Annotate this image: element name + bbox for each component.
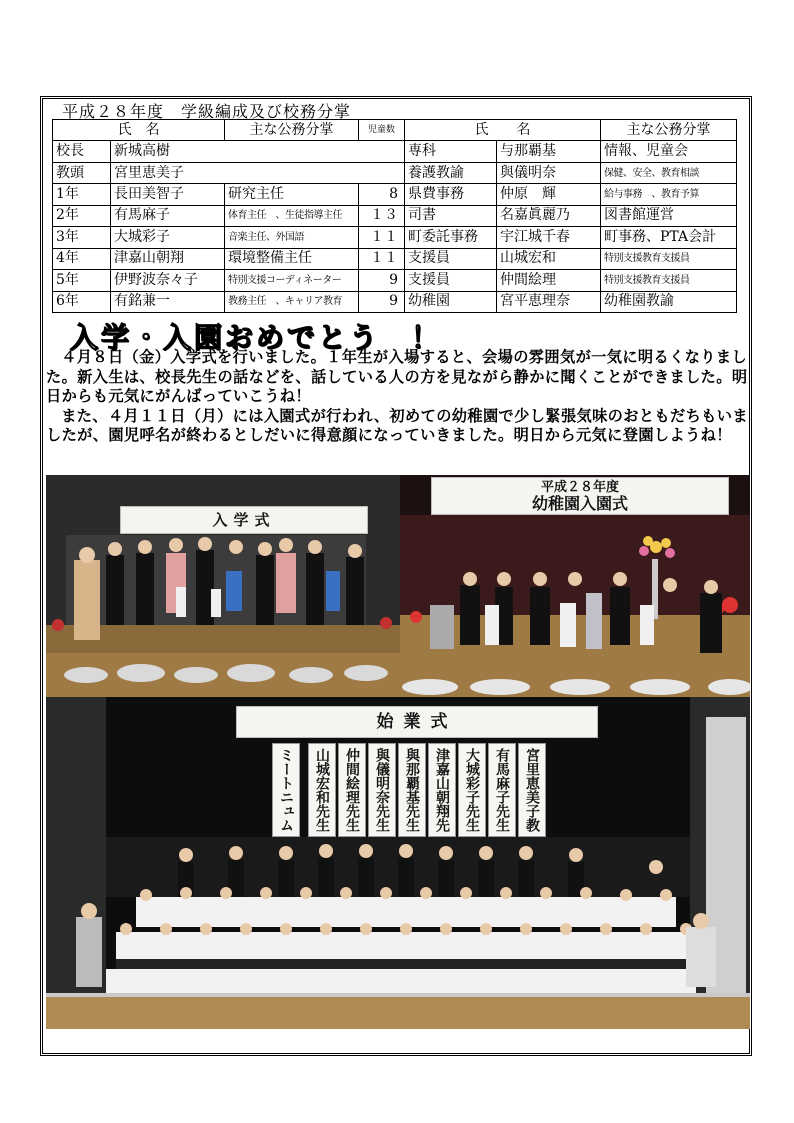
role-cell: 6年	[53, 291, 111, 313]
name-cell: 与那覇基	[497, 141, 601, 162]
role-cell: 専科	[405, 141, 497, 162]
role-cell: 幼稚園	[405, 291, 497, 313]
name-cell: 新城高樹	[111, 141, 405, 162]
headline: 入学・入園おめでとう ！	[70, 321, 443, 354]
header-duty-left: 主な公務分掌	[225, 120, 359, 141]
duty-cell: 情報、児童会	[601, 141, 737, 162]
duty-cell: 幼稚園教諭	[601, 291, 737, 313]
role-cell: 2年	[53, 205, 111, 226]
kindergarten-sign-line1: 平成２８年度	[540, 480, 619, 495]
name-cell: 仲原 輝	[497, 184, 601, 205]
paragraph: ４月８日（金）入学式を行いました。１年生が入場すると、会場の雰囲気が一気に明るくなりました。新入生は、校長先生の話などを、話している人の方を見ながら静かに聞くことができました。明日からも元気にがんばっていこうね！	[46, 348, 748, 405]
count-cell: 9	[359, 270, 405, 291]
duty-cell: 保健、安全、教育相談	[601, 162, 737, 183]
opening-ceremony-sign: 始業式	[236, 706, 598, 738]
name-card: 津嘉山朝翔先	[428, 743, 456, 837]
role-cell: 5年	[53, 270, 111, 291]
count-cell: 9	[359, 291, 405, 313]
role-cell: 町委託事務	[405, 227, 497, 248]
count-cell: １３	[359, 205, 405, 226]
table-row	[53, 162, 737, 183]
duty-cell: 給与事務 、教育予算	[601, 184, 737, 205]
duty-cell: 音楽主任、外国語	[225, 227, 359, 248]
kindergarten-ceremony-sign	[431, 477, 729, 515]
name-cell: 與儀明奈	[497, 162, 601, 183]
table-row	[53, 270, 737, 291]
name-card: ミートニュム	[272, 743, 300, 837]
role-cell: 教頭	[53, 162, 111, 183]
article-body	[46, 348, 752, 446]
table-row	[53, 291, 737, 313]
table-row	[53, 184, 737, 205]
role-cell: 校長	[53, 141, 111, 162]
role-cell: 4年	[53, 248, 111, 269]
duty-cell: 特別支援教育支援員	[601, 248, 737, 269]
name-cell: 宮里恵美子	[111, 162, 405, 183]
staff-table	[52, 119, 737, 313]
section-title: 平成２８年度 学級編成及び校務分掌	[62, 102, 352, 121]
name-card: 與那覇基先生	[398, 743, 426, 837]
role-cell: 県費事務	[405, 184, 497, 205]
table-row	[53, 248, 737, 269]
role-cell: 支援員	[405, 248, 497, 269]
header-duty-right: 主な公務分掌	[601, 120, 737, 141]
name-card: 與儀明奈先生	[368, 743, 396, 837]
table-row	[53, 141, 737, 162]
name-cell: 山城宏和	[497, 248, 601, 269]
count-cell: １１	[359, 227, 405, 248]
name-card: 仲間絵理先生	[338, 743, 366, 837]
table-row	[53, 205, 737, 226]
duty-cell: 町事務、PTA会計	[601, 227, 737, 248]
name-cell: 有銘兼一	[111, 291, 225, 313]
header-count: 児童数	[359, 120, 405, 141]
kindergarten-sign-line2: 幼稚園入園式	[531, 494, 628, 513]
table-header-row	[53, 120, 737, 141]
count-cell: 8	[359, 184, 405, 205]
role-cell: 養護教諭	[405, 162, 497, 183]
name-card: 大城彩子先生	[458, 743, 486, 837]
table-row	[53, 227, 737, 248]
duty-cell: 特別支援コーディネーター	[225, 270, 359, 291]
role-cell: 司書	[405, 205, 497, 226]
name-cell: 宮平恵理奈	[497, 291, 601, 313]
header-name-right: 氏 名	[405, 120, 601, 141]
name-card: 山城宏和先生	[308, 743, 336, 837]
duty-cell: 特別支援教育支援員	[601, 270, 737, 291]
duty-cell: 環境整備主任	[225, 248, 359, 269]
name-card: 宮里恵美子教	[518, 743, 546, 837]
name-cell: 仲間絵理	[497, 270, 601, 291]
name-cell: 長田美智子	[111, 184, 225, 205]
name-cell: 有馬麻子	[111, 205, 225, 226]
duty-cell: 教務主任 、キャリア教育	[225, 291, 359, 313]
duty-cell: 研究主任	[225, 184, 359, 205]
duty-cell: 図書館運営	[601, 205, 737, 226]
name-cell: 大城彩子	[111, 227, 225, 248]
duty-cell: 体育主任 、生徒指導主任	[225, 205, 359, 226]
paragraph: また、４月１１日（月）には入園式が行われ、初めての幼稚園で少し緊張気味のおともだちもいましたが、園児呼名が終わるとしだいに得意顔になっていきました。明日から元気に登園しようね！	[46, 406, 748, 444]
role-cell: 3年	[53, 227, 111, 248]
count-cell: １１	[359, 248, 405, 269]
role-cell: 1年	[53, 184, 111, 205]
entrance-ceremony-sign: 入学式	[120, 506, 368, 534]
role-cell: 支援員	[405, 270, 497, 291]
name-cell: 名嘉眞麗乃	[497, 205, 601, 226]
name-cell: 津嘉山朝翔	[111, 248, 225, 269]
name-cell: 宇江城千春	[497, 227, 601, 248]
header-name-left: 氏 名	[53, 120, 225, 141]
name-card: 有馬麻子先生	[488, 743, 516, 837]
name-cell: 伊野波奈々子	[111, 270, 225, 291]
